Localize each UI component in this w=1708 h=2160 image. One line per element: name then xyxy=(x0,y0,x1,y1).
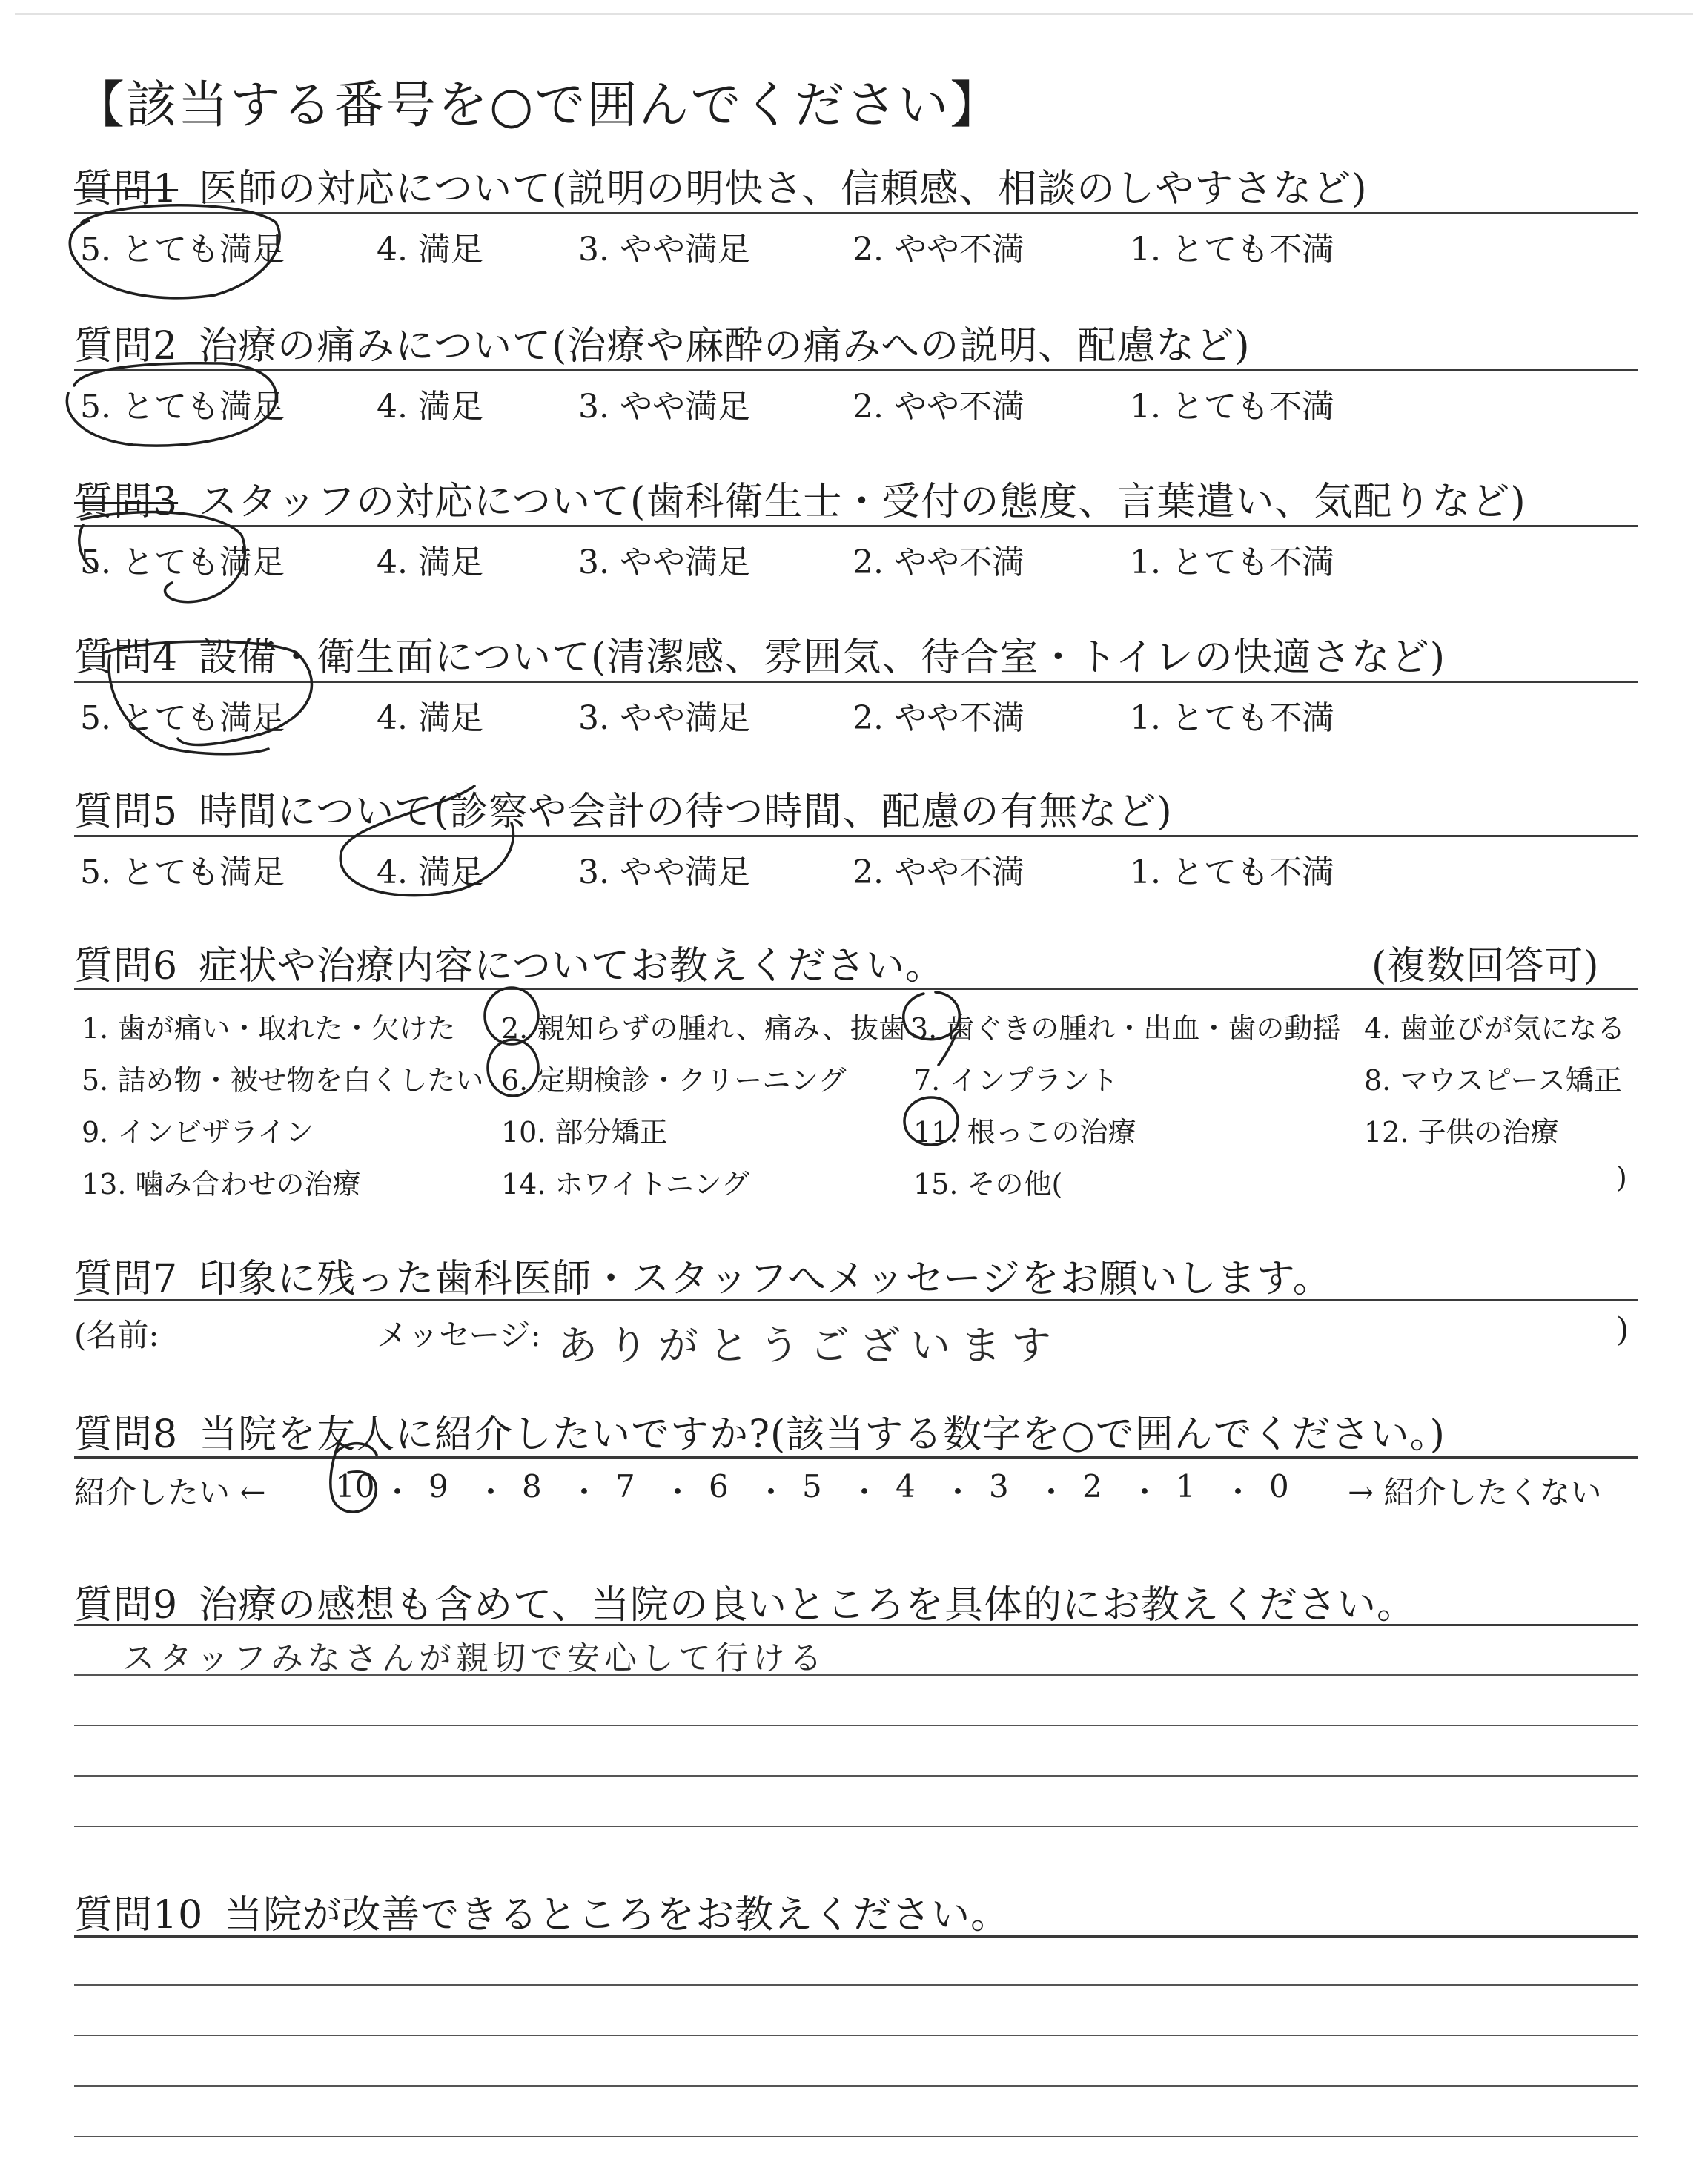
q8-scale-option-4[interactable]: 4 xyxy=(896,1468,916,1505)
q6-item-6[interactable]: 6. 定期検診・クリーニング xyxy=(501,1064,847,1097)
q2-option-2[interactable]: 2. やや不満 xyxy=(853,388,1025,426)
q4-option-2[interactable]: 2. やや不満 xyxy=(853,699,1025,737)
q8-scale-separator: ・ xyxy=(1129,1474,1161,1510)
q6-item-3[interactable]: 3. 歯ぐきの腫れ・出血・歯の動揺 xyxy=(910,1012,1341,1045)
question-4-title: 質問4 設備・衛生面について(清潔感、雰囲気、待合室・トイレの快適さなど) xyxy=(74,635,1446,680)
q6-item-13[interactable]: 13. 噛み合わせの治療 xyxy=(82,1168,361,1200)
q6-item-12[interactable]: 12. 子供の治療 xyxy=(1364,1116,1559,1149)
q8-scale-separator: ・ xyxy=(1036,1474,1068,1510)
question-9-number: 質問9 xyxy=(74,1583,179,1628)
q5-option-3[interactable]: 3. やや満足 xyxy=(578,853,750,891)
q8-scale-separator: ・ xyxy=(942,1474,974,1510)
question-3-number: 質問3 xyxy=(74,480,179,524)
q6-item-9[interactable]: 9. インビザライン xyxy=(82,1116,314,1149)
q6-item-4[interactable]: 4. 歯並びが気になる xyxy=(1364,1012,1626,1045)
q5-option-1[interactable]: 1. とても不満 xyxy=(1130,853,1334,891)
question-2-title: 質問2 治療の痛みについて(治療や麻酔の痛みへの説明、配慮など) xyxy=(74,324,1251,369)
q7-message-input[interactable]: ありがとうございます xyxy=(557,1322,1062,1369)
q8-scale-option-6[interactable]: 6 xyxy=(709,1468,729,1505)
q8-scale-option-10[interactable]: 10 xyxy=(335,1468,375,1505)
question-3-rule xyxy=(74,525,1638,527)
q8-scale-separator: ・ xyxy=(662,1474,694,1510)
q1-option-3[interactable]: 3. やや満足 xyxy=(578,231,750,268)
q8-left-label: 紹介したい ← xyxy=(74,1474,266,1510)
question-10-number: 質問10 xyxy=(74,1893,204,1938)
q4-option-5[interactable]: 5. とても満足 xyxy=(80,699,285,737)
top-border xyxy=(15,13,1693,15)
q6-item-2[interactable]: 2. 親知らずの腫れ、痛み、抜歯 xyxy=(501,1012,907,1045)
q5-option-4[interactable]: 4. 満足 xyxy=(377,853,483,891)
q8-scale-option-7[interactable]: 7 xyxy=(615,1468,635,1505)
q10-answer-line-4 xyxy=(74,2136,1638,2137)
question-6-rule xyxy=(74,988,1638,990)
question-7-title: 質問7 印象に残った歯科医師・スタッフへメッセージをお願いします。 xyxy=(74,1257,1332,1301)
question-7-number: 質問7 xyxy=(74,1257,179,1301)
q1-option-5[interactable]: 5. とても満足 xyxy=(80,231,285,268)
q1-option-4[interactable]: 4. 満足 xyxy=(377,231,483,268)
question-2-number: 質問2 xyxy=(74,324,179,369)
q8-scale-option-5[interactable]: 5 xyxy=(802,1468,822,1505)
q2-option-1[interactable]: 1. とても不満 xyxy=(1130,388,1334,426)
q6-item-10[interactable]: 10. 部分矯正 xyxy=(501,1116,668,1149)
question-2-rule xyxy=(74,369,1638,371)
q9-answer-line-3 xyxy=(74,1775,1638,1777)
q10-answer-line-3 xyxy=(74,2085,1638,2087)
q8-scale-separator: ・ xyxy=(1222,1474,1254,1510)
question-3-title: 質問3 スタッフの対応について(歯科衛生士・受付の態度、言葉遣い、気配りなど) xyxy=(74,480,1526,524)
question-1-title: 質問1 医師の対応について(説明の明快さ、信頼感、相談のしやすさなど) xyxy=(74,167,1368,211)
q2-option-5[interactable]: 5. とても満足 xyxy=(80,388,285,426)
q3-option-4[interactable]: 4. 満足 xyxy=(377,544,483,581)
question-5-rule xyxy=(74,835,1638,837)
page-heading: 【該当する番号を○で囲んでください】 xyxy=(74,76,1002,135)
question-8-number: 質問8 xyxy=(74,1413,179,1457)
q2-option-3[interactable]: 3. やや満足 xyxy=(578,388,750,426)
q4-option-4[interactable]: 4. 満足 xyxy=(377,699,483,737)
q8-scale-option-2[interactable]: 2 xyxy=(1082,1468,1102,1505)
q9-answer-line-4 xyxy=(74,1826,1638,1827)
q9-answer-line-2 xyxy=(74,1725,1638,1726)
question-7-rule xyxy=(74,1299,1638,1301)
q7-message-label: メッセージ: xyxy=(377,1317,541,1353)
q8-scale-separator: ・ xyxy=(755,1474,787,1510)
q8-scale-separator: ・ xyxy=(849,1474,881,1510)
question-6-number: 質問6 xyxy=(74,944,179,988)
q10-answer-line-1 xyxy=(74,1984,1638,1986)
q8-scale-option-0[interactable]: 0 xyxy=(1269,1468,1289,1505)
q8-scale-separator: ・ xyxy=(475,1474,507,1510)
q9-answer-line-1 xyxy=(74,1674,1638,1676)
q3-option-5[interactable]: 5. とても満足 xyxy=(80,544,285,581)
question-10-title: 質問10 当院が改善できるところをお教えください。 xyxy=(74,1893,1010,1938)
q3-option-1[interactable]: 1. とても不満 xyxy=(1130,544,1334,581)
q8-right-label: → 紹介したくない xyxy=(1348,1474,1602,1510)
question-8-rule xyxy=(74,1456,1638,1459)
question-6-note: (複数回答可) xyxy=(1371,944,1600,988)
question-5-title: 質問5 時間について(診察や会計の待つ時間、配慮の有無など) xyxy=(74,790,1173,834)
question-4-number: 質問4 xyxy=(74,635,179,680)
question-10-rule xyxy=(74,1935,1638,1938)
question-6-title: 質問6 症状や治療内容についてお教えください。 xyxy=(74,944,945,988)
q1-option-1[interactable]: 1. とても不満 xyxy=(1130,231,1334,268)
q6-item-14[interactable]: 14. ホワイトニング xyxy=(501,1168,750,1200)
question-9-title: 質問9 治療の感想も含めて、当院の良いところを具体的にお教えください。 xyxy=(74,1583,1417,1628)
q3-option-3[interactable]: 3. やや満足 xyxy=(578,544,750,581)
q9-answer-input[interactable]: スタッフみなさんが親切で安心して行ける xyxy=(122,1639,827,1677)
q1-option-2[interactable]: 2. やや不満 xyxy=(853,231,1025,268)
q6-item-7[interactable]: 7. インプラント xyxy=(913,1064,1119,1097)
q5-option-2[interactable]: 2. やや不満 xyxy=(853,853,1025,891)
q8-scale-option-8[interactable]: 8 xyxy=(522,1468,542,1505)
question-1-rule xyxy=(74,212,1638,214)
q8-scale-option-1[interactable]: 1 xyxy=(1176,1468,1196,1505)
q4-option-1[interactable]: 1. とても不満 xyxy=(1130,699,1334,737)
q6-item-1[interactable]: 1. 歯が痛い・取れた・欠けた xyxy=(82,1012,456,1045)
q2-option-4[interactable]: 4. 満足 xyxy=(377,388,483,426)
q8-scale-option-9[interactable]: 9 xyxy=(428,1468,448,1505)
question-5-number: 質問5 xyxy=(74,790,179,834)
question-9-rule xyxy=(74,1624,1638,1626)
q5-option-5[interactable]: 5. とても満足 xyxy=(80,853,285,891)
q6-item-15[interactable]: 15. その他( xyxy=(913,1168,1063,1200)
q8-scale-separator: ・ xyxy=(382,1474,414,1510)
q7-name-label: (名前: xyxy=(74,1317,159,1353)
question-8-title: 質問8 当院を友人に紹介したいですか?(該当する数字を○で囲んでください。) xyxy=(74,1413,1446,1457)
question-4-rule xyxy=(74,681,1638,683)
q7-close-paren: ) xyxy=(1616,1311,1629,1349)
q6-item-11[interactable]: 11. 根っこの治療 xyxy=(913,1116,1136,1149)
q8-scale-option-3[interactable]: 3 xyxy=(989,1468,1009,1505)
q6-item-15-close-paren: ) xyxy=(1616,1161,1627,1194)
question-1-number: 質問1 xyxy=(74,167,179,211)
q6-item-5[interactable]: 5. 詰め物・被せ物を白くしたい xyxy=(82,1064,484,1097)
q3-option-2[interactable]: 2. やや不満 xyxy=(853,544,1025,581)
q8-scale-separator: ・ xyxy=(569,1474,600,1510)
q4-option-3[interactable]: 3. やや満足 xyxy=(578,699,750,737)
q6-item-8[interactable]: 8. マウスピース矯正 xyxy=(1364,1064,1622,1097)
q10-answer-line-2 xyxy=(74,2035,1638,2036)
